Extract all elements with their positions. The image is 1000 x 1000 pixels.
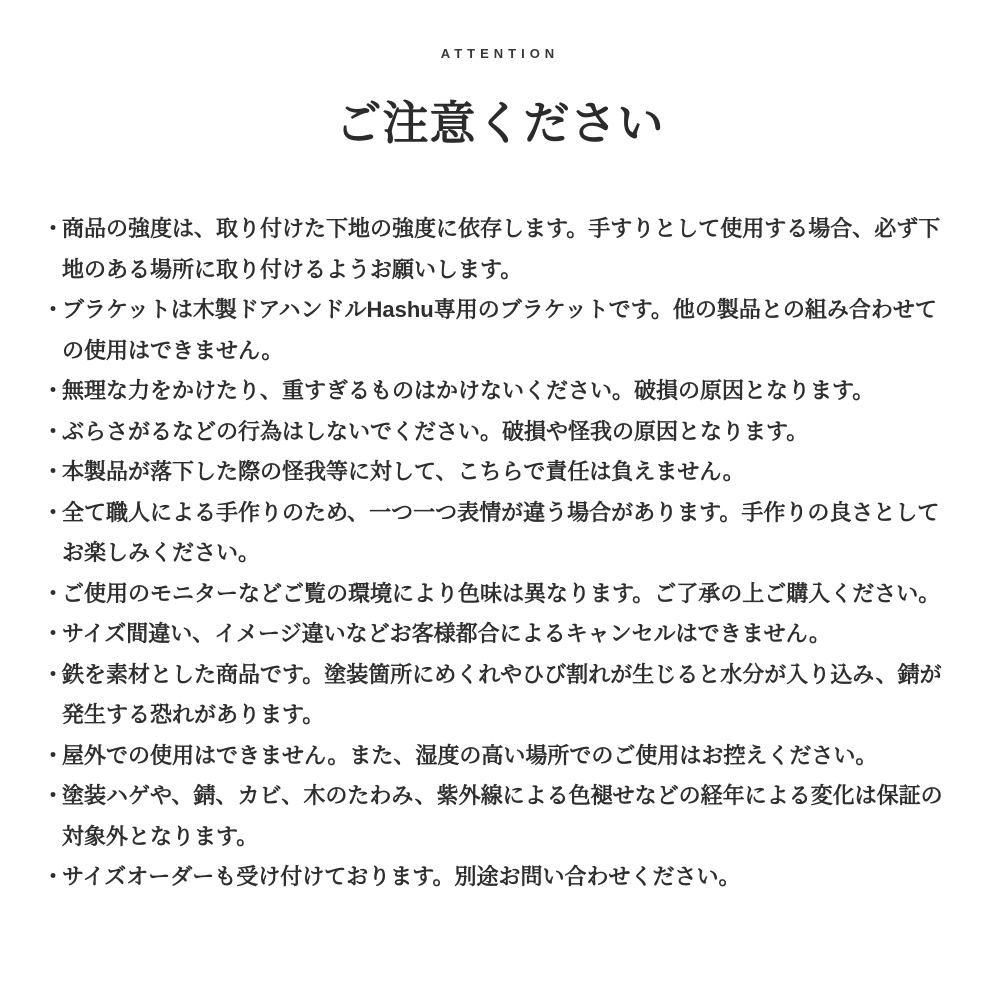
notice-bullet: ・ — [42, 580, 65, 606]
page-title: ご注意ください — [335, 97, 665, 149]
notice-text: ブラケットは木製ドアハンドルHashu専用のブラケットです。他の製品との組み合わせての使用はできません。 — [62, 297, 937, 363]
notice-item — [42, 857, 952, 898]
notice-item — [42, 290, 952, 371]
notice-text: 本製品が落下した際の怪我等に対して、こちらで責任は負えません。 — [62, 459, 745, 484]
notice-bullet: ・ — [42, 459, 65, 484]
notice-bullet: ・ — [42, 216, 65, 241]
notice-text: ご使用のモニターなどご覧の環境により色味は異なります。ご了承の上ご購入ください。 — [62, 580, 941, 606]
notice-item — [42, 371, 952, 412]
attention-eyebrow: ATTENTION — [440, 46, 560, 61]
notice-bullet: ・ — [42, 783, 65, 808]
notice-bullet: ・ — [42, 378, 65, 403]
notice-list — [42, 209, 952, 898]
notice-text: 商品の強度は、取り付けた下地の強度に依存します。手すりとして使用する場合、必ず下地のある場所に取り付けるようお願いします。 — [62, 216, 941, 282]
notice-item — [42, 614, 952, 655]
notice-item — [42, 776, 952, 857]
notice-item — [42, 655, 952, 736]
notice-text: ぶらさがるなどの行為はしないでください。破損や怪我の原因となります。 — [62, 418, 809, 444]
notice-item — [42, 452, 952, 493]
notice-text: 屋外での使用はできません。また、湿度の高い場所でのご使用はお控えください。 — [62, 742, 878, 768]
notice-text: 無理な力をかけたり、重すぎるものはかけないください。破損の原因となります。 — [62, 378, 875, 403]
notice-item — [42, 209, 952, 290]
notice-bullet: ・ — [42, 742, 65, 768]
notice-item — [42, 736, 952, 777]
notice-text: 塗装ハゲや、錆、カビ、木のたわみ、紫外線による色褪せなどの経年による変化は保証の対象外となります。 — [62, 783, 943, 849]
notice-text: 全て職人による手作りのため、一つ一つ表情が違う場合があります。手作りの良さとしてお楽しみください。 — [62, 499, 940, 565]
notice-text: サイズ間違い、イメージ違いなどお客様都合によるキャンセルはできません。 — [62, 621, 831, 646]
notice-bullet: ・ — [42, 864, 65, 889]
notice-item — [42, 574, 952, 615]
notice-bullet: ・ — [42, 418, 65, 444]
notice-text: 鉄を素材とした商品です。塗装箇所にめくれやひび割れが生じると水分が入り込み、錆が発生する恐れがあります。 — [62, 661, 942, 727]
notice-bullet: ・ — [42, 621, 65, 646]
notice-item — [42, 493, 952, 574]
notice-text: サイズオーダーも受け付けております。別途お問い合わせください。 — [62, 864, 741, 889]
notice-bullet: ・ — [42, 499, 65, 525]
notice-item — [42, 412, 952, 453]
notice-bullet: ・ — [42, 297, 65, 322]
notice-bullet: ・ — [42, 661, 65, 687]
